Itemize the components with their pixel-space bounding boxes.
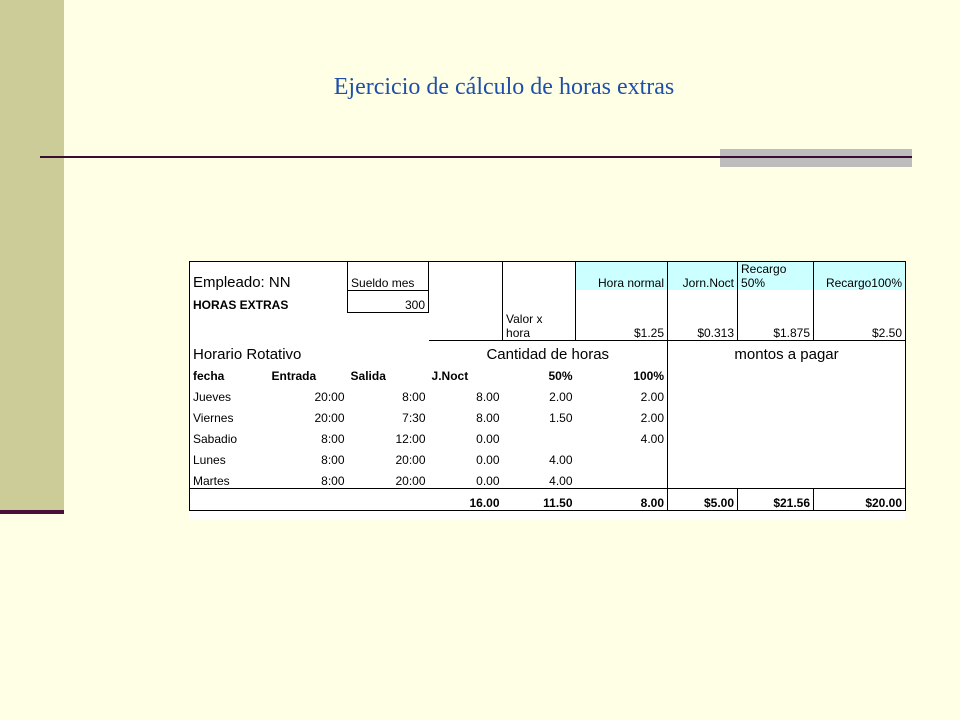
rate-header-50-line2: 50% (741, 276, 766, 290)
cell-50: 2.00 (549, 390, 573, 404)
rate-header-50-line1: Recargo (741, 262, 787, 276)
rate-night: $0.313 (668, 312, 738, 341)
header-row-2 (190, 290, 906, 312)
blank-cell (576, 290, 668, 312)
table-row (190, 383, 906, 404)
blank-cell (668, 362, 906, 383)
cell-salida: 8:00 (402, 390, 426, 404)
group-header-row (190, 341, 906, 363)
total-jnoct: 16.00 (429, 489, 503, 511)
title-rule-accent (720, 149, 912, 167)
blank-cell (190, 489, 429, 511)
blank-cell (814, 290, 906, 312)
blank-cell (429, 312, 503, 341)
rate-header-100: Recargo100% (814, 262, 906, 291)
schedule-label: Horario Rotativo (190, 341, 429, 363)
table-row (190, 446, 906, 467)
total-100: 8.00 (576, 489, 668, 511)
cell-jnoct: 0.00 (476, 432, 500, 446)
total-amount-night: $5.00 (668, 489, 738, 511)
cell-50: 4.00 (549, 453, 573, 467)
value-per-hour-label (503, 312, 576, 341)
cell-50: 4.00 (549, 474, 573, 488)
cell-salida: 20:00 (395, 453, 426, 467)
cell-100 (576, 467, 668, 489)
blank-cell (668, 467, 906, 489)
blank-cell (668, 425, 906, 446)
cell-50 (503, 425, 576, 446)
cell-fecha: Lunes (190, 446, 269, 467)
cell-100: 2.00 (576, 404, 668, 425)
blank-cell (503, 290, 576, 312)
header-row-1 (190, 262, 906, 291)
col-header-salida: Salida (350, 369, 386, 383)
column-header-row (190, 362, 906, 383)
cell-jnoct: 8.00 (476, 411, 500, 425)
overtime-spreadsheet (189, 261, 905, 520)
total-amount-100: $20.00 (814, 489, 906, 511)
totals-row (190, 489, 906, 511)
rates-row (190, 312, 906, 341)
cell-entrada: 20:00 (314, 390, 345, 404)
salary-label: Sueldo mes (348, 262, 429, 291)
cell-salida: 7:30 (402, 411, 426, 425)
col-header-50: 50% (548, 369, 573, 383)
cell-100: 4.00 (576, 425, 668, 446)
cell-fecha: Viernes (190, 404, 269, 425)
salary-value: 300 (348, 290, 429, 312)
rate-100: $2.50 (814, 312, 906, 341)
total-50: 11.50 (503, 489, 576, 511)
rate-header-night: Jorn.Noct (668, 262, 738, 291)
cell-100 (576, 446, 668, 467)
blank-cell (190, 312, 429, 341)
col-header-jnoct: J.Noct (431, 369, 469, 383)
extra-hours-label: HORAS EXTRAS (190, 290, 348, 312)
cell-50: 1.50 (549, 411, 573, 425)
cell-entrada: 8:00 (321, 453, 345, 467)
col-header-fecha: fecha (190, 362, 269, 383)
rate-header-normal: Hora normal (576, 262, 668, 291)
col-header-100: 100% (576, 362, 668, 383)
value-per-hour-line1: Valor x (506, 312, 543, 326)
employee-label: Empleado: NN (190, 262, 348, 291)
amounts-group-label: montos a pagar (668, 341, 906, 363)
table-row (190, 425, 906, 446)
blank-cell (668, 446, 906, 467)
rate-50: $1.875 (738, 312, 814, 341)
cell-entrada: 8:00 (321, 432, 345, 446)
title-rule (40, 156, 912, 158)
table-row (190, 404, 906, 425)
cell-entrada: 8:00 (321, 474, 345, 488)
hours-group-label: Cantidad de horas (429, 341, 668, 363)
col-header-entrada: Entrada (271, 369, 317, 383)
blank-cell (503, 262, 576, 291)
cell-jnoct: 0.00 (476, 453, 500, 467)
table-row (190, 467, 906, 489)
rate-header-50 (738, 262, 814, 291)
slide-title: Ejercicio de cálculo de horas extras (333, 74, 675, 100)
cell-100: 2.00 (576, 383, 668, 404)
cell-salida: 12:00 (395, 432, 426, 446)
cell-fecha: Sabadio (190, 425, 269, 446)
cell-entrada: 20:00 (314, 411, 345, 425)
cell-jnoct: 8.00 (476, 390, 500, 404)
cell-salida: 20:00 (395, 474, 426, 488)
value-per-hour-line2: hora (506, 326, 531, 340)
overtime-table (189, 261, 906, 511)
cell-fecha: Martes (190, 467, 269, 489)
blank-cell (668, 290, 738, 312)
left-bar-underline (0, 510, 64, 514)
cell-jnoct: 0.00 (476, 474, 500, 488)
blank-cell (429, 262, 503, 291)
rate-normal: $1.25 (576, 312, 668, 341)
blank-cell (429, 290, 503, 312)
blank-cell (668, 404, 906, 425)
total-amount-50: $21.56 (738, 489, 814, 511)
blank-cell (668, 383, 906, 404)
blank-cell (738, 290, 814, 312)
cell-fecha: Jueves (190, 383, 269, 404)
